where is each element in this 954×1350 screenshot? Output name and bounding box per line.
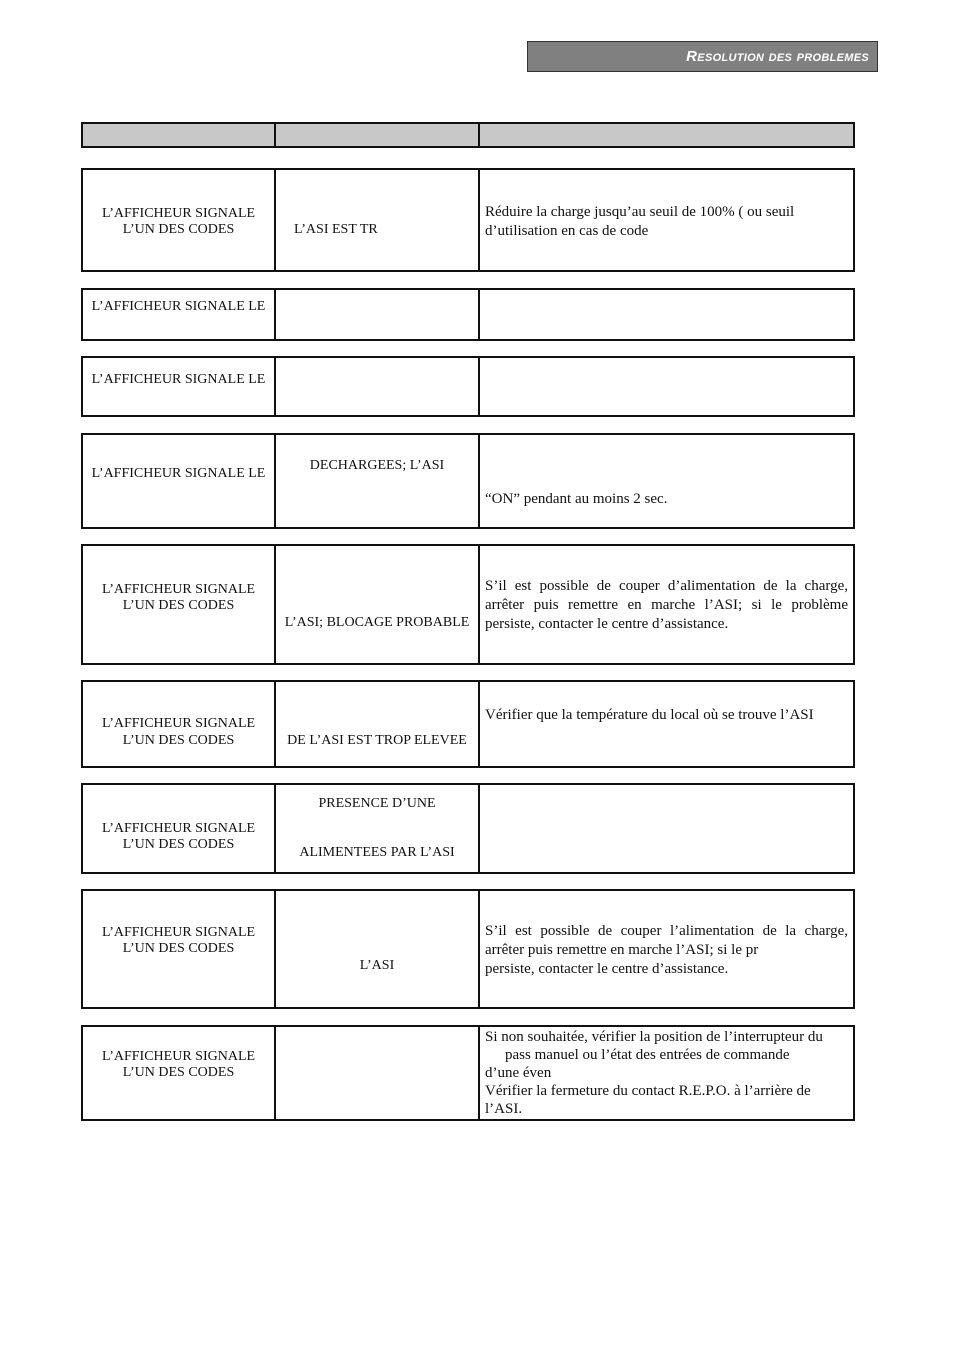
- cause-text: ALIMENTEES PAR L’ASI: [299, 845, 455, 860]
- problem-text: L’AFFICHEUR SIGNALE: [101, 1049, 256, 1064]
- table-row: [81, 889, 855, 1009]
- problem-text: L’AFFICHEUR SIGNALE LE: [91, 466, 266, 481]
- problem-cell: [83, 1027, 276, 1119]
- cause-cell: [276, 358, 480, 415]
- solution-text: Si non souhaitée, vérifier la position de l’interrupteur du: [485, 1029, 823, 1045]
- problem-text: L’UN DES CODES: [122, 941, 235, 956]
- problem-text: L’AFFICHEUR SIGNALE LE: [91, 299, 266, 314]
- solution-text: pass manuel ou l’état des entrées de commande: [505, 1047, 790, 1063]
- problem-cell: [83, 785, 276, 872]
- solution-cell: [480, 170, 853, 270]
- solution-cell: [480, 290, 853, 339]
- solution-text: S’il est possible de couper l’alimentation de la charge, arrêter puis remettre en marche l’ASI; si le pr: [485, 923, 848, 958]
- solution-text: Vérifier que la température du local où se trouve l’ASI: [485, 707, 814, 723]
- cause-cell: [276, 290, 480, 339]
- table-row: [81, 1025, 855, 1121]
- cause-cell: [276, 1027, 480, 1119]
- problem-text: L’AFFICHEUR SIGNALE: [101, 206, 256, 221]
- problem-text: L’AFFICHEUR SIGNALE LE: [91, 372, 266, 387]
- table-row: [81, 433, 855, 529]
- cause-cell: [276, 546, 480, 663]
- cause-cell: [276, 170, 480, 270]
- problem-cell: [83, 358, 276, 415]
- column-header-solution: [480, 124, 853, 146]
- problem-cell: [83, 891, 276, 1007]
- table-row: [81, 168, 855, 272]
- cause-text: PRESENCE D’UNE: [318, 796, 436, 811]
- solution-cell: [480, 435, 853, 527]
- column-header-problem: [83, 124, 276, 146]
- table-row: [81, 680, 855, 768]
- problem-cell: [83, 170, 276, 270]
- solution-text: S’il est possible de couper d’alimentation de la charge, arrêter puis remettre en marche l’ASI; si le problème persiste, contacter le centre d’assistance.: [485, 578, 848, 632]
- solution-cell: [480, 785, 853, 872]
- section-title: Resolution des problemes: [686, 48, 869, 65]
- problem-text: L’AFFICHEUR SIGNALE: [101, 821, 256, 836]
- cause-text: L’ASI EST TR: [294, 222, 378, 237]
- cause-cell: [276, 435, 480, 527]
- solution-cell: [480, 1027, 853, 1119]
- problem-text: L’AFFICHEUR SIGNALE: [101, 925, 256, 940]
- solution-text: l’ASI.: [485, 1101, 523, 1117]
- solution-text: Réduire la charge jusqu’au seuil de 100% ( ou seuil: [485, 204, 795, 220]
- section-header: [527, 41, 878, 72]
- solution-cell: [480, 891, 853, 1007]
- solution-text: “ON” pendant au moins 2 sec.: [485, 491, 668, 507]
- solution-cell: [480, 546, 853, 663]
- problem-text: L’UN DES CODES: [122, 1065, 235, 1080]
- problem-cell: [83, 682, 276, 766]
- cause-cell: [276, 785, 480, 872]
- cause-text: DE L’ASI EST TROP ELEVEE: [287, 733, 467, 748]
- table-row: [81, 356, 855, 417]
- cause-cell: [276, 682, 480, 766]
- solution-cell: [480, 358, 853, 415]
- problem-text: L’AFFICHEUR SIGNALE: [101, 716, 256, 731]
- table-row: [81, 544, 855, 665]
- problem-text: L’UN DES CODES: [122, 598, 235, 613]
- cause-text: DECHARGEES; L’ASI: [309, 458, 445, 473]
- table-row: [81, 288, 855, 341]
- cause-text: L’ASI: [359, 958, 395, 973]
- solution-text: d’une éven: [485, 1065, 552, 1081]
- solution-text: persiste, contacter le centre d’assistance.: [485, 961, 729, 977]
- column-header-cause: [276, 124, 480, 146]
- problem-text: L’UN DES CODES: [122, 222, 235, 237]
- solution-cell: [480, 682, 853, 766]
- table-row: [81, 783, 855, 874]
- problem-cell: [83, 290, 276, 339]
- problem-text: L’UN DES CODES: [122, 837, 235, 852]
- problem-cell: [83, 435, 276, 527]
- solution-text: d’utilisation en cas de code: [485, 223, 649, 239]
- cause-text: L’ASI; BLOCAGE PROBABLE: [284, 615, 470, 630]
- table-column-header: [81, 122, 855, 148]
- problem-text: L’UN DES CODES: [122, 733, 235, 748]
- problem-cell: [83, 546, 276, 663]
- solution-text: Vérifier la fermeture du contact R.E.P.O. à l’arrière de: [485, 1083, 811, 1099]
- problem-text: L’AFFICHEUR SIGNALE: [101, 582, 256, 597]
- cause-cell: [276, 891, 480, 1007]
